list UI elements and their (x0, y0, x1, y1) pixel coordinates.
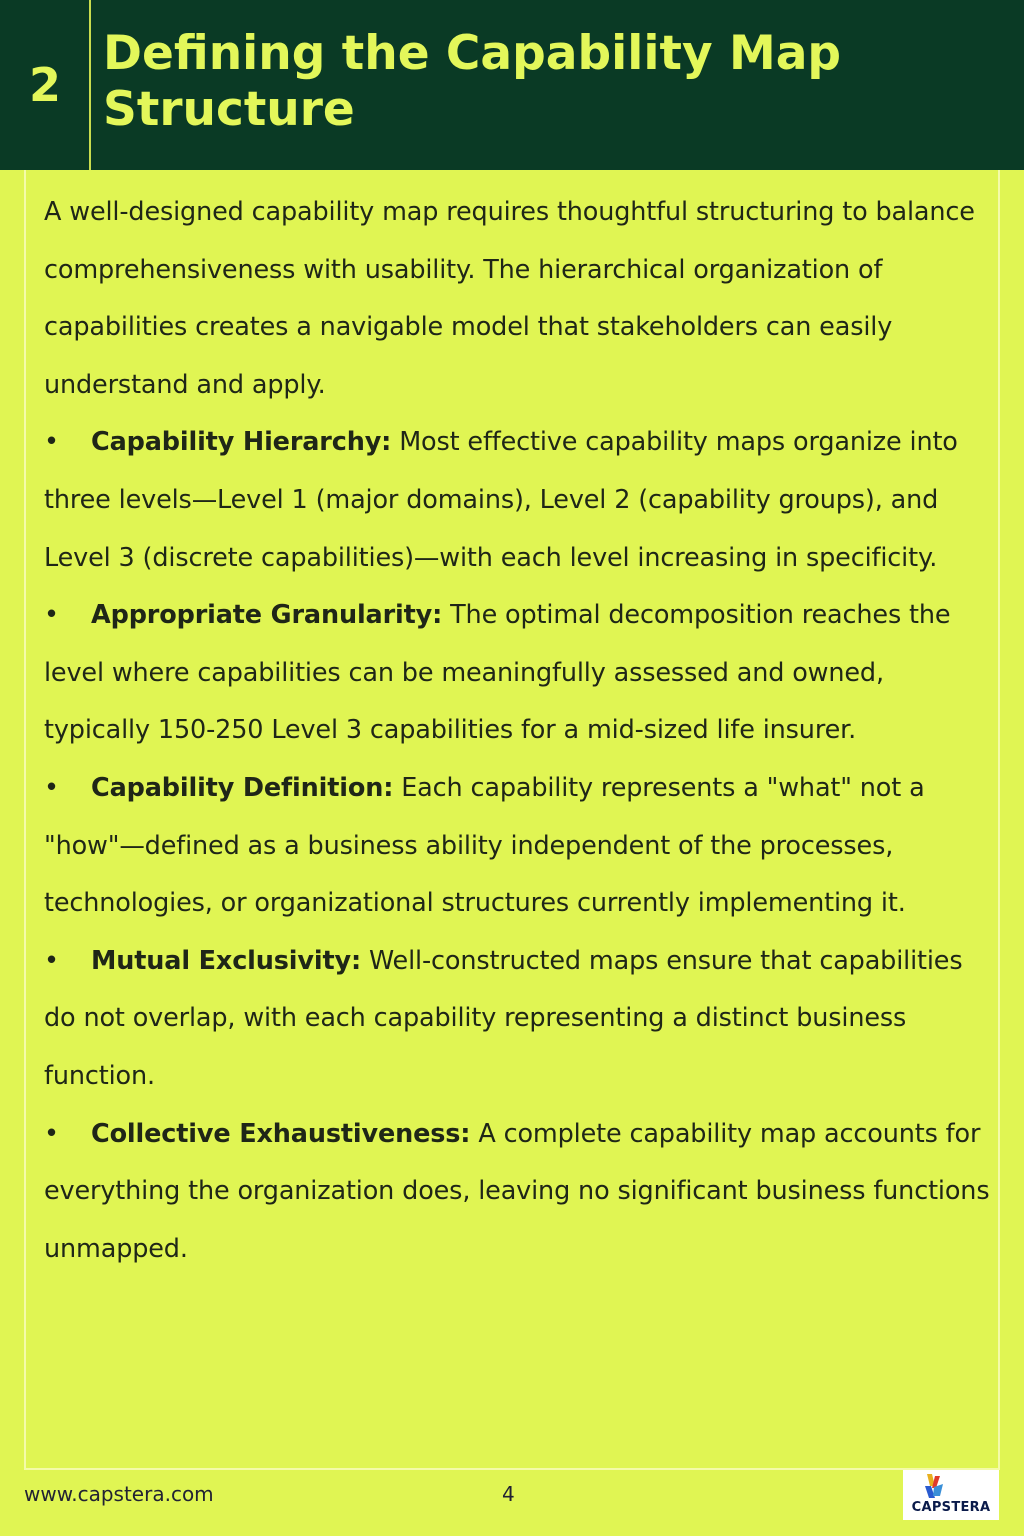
bullet-item-appropriate-granularity (44, 587, 994, 760)
bullet-term: Appropriate Granularity: (91, 600, 443, 631)
bullet-item-mutual-exclusivity (44, 933, 994, 1106)
bullet-item-capability-hierarchy (44, 414, 994, 587)
bullet-text: A complete capability map accounts for everything the organization does, leaving no significant business functions unmapped. (44, 1118, 990, 1264)
content-body (44, 184, 994, 1278)
bullet-dot: • (44, 427, 59, 458)
bullet-term: Capability Hierarchy: (91, 427, 392, 458)
bullet-dot: • (44, 600, 59, 631)
page-title: Defining the Capability Map Structure (103, 26, 842, 137)
bullet-term: Collective Exhaustiveness: (91, 1118, 471, 1149)
capstera-logo-icon (923, 1472, 945, 1500)
bullet-term: Mutual Exclusivity: (91, 945, 362, 976)
header-divider (89, 0, 91, 170)
bullet-text: Well-constructed maps ensure that capabilities do not overlap, with each capability representing a distinct business function. (44, 945, 963, 1091)
bullet-term: Capability Definition: (91, 772, 394, 803)
section-number: 2 (28, 58, 61, 112)
bullet-text: Each capability represents a "what" not a "how"—defined as a business ability independent of the processes, technologies, or organizational structures currently implementing it. (44, 772, 925, 919)
page-header (0, 0, 1024, 170)
bullet-text: The optimal decomposition reaches the level where capabilities can be meaningfully assessed and owned, typically 150-250 Level 3 capabilities for a mid-sized life insurer. (44, 600, 951, 746)
bullet-dot: • (44, 772, 59, 803)
bullet-dot: • (44, 945, 59, 976)
bullet-item-capability-definition (44, 760, 994, 933)
footer-website-link[interactable]: www.capstera.com (24, 1482, 214, 1506)
capstera-logo (903, 1470, 999, 1520)
bullet-dot: • (44, 1118, 59, 1149)
bullet-text: Most effective capability maps organize into three levels—Level 1 (major domains), Level 2 (capability groups), and Level 3 (discrete capabilities)—with each level increasing in specificity. (44, 427, 958, 573)
page-number: 4 (502, 1482, 515, 1506)
bullet-item-collective-exhaustiveness (44, 1106, 994, 1279)
logo-text: CAPSTERA (911, 1500, 991, 1515)
intro-paragraph: A well-designed capability map requires thoughtful structuring to balance comprehensiveness with usability. The hierarchical organization of capabilities creates a navigable model that stakeholders can easily understand and apply. (44, 197, 975, 400)
